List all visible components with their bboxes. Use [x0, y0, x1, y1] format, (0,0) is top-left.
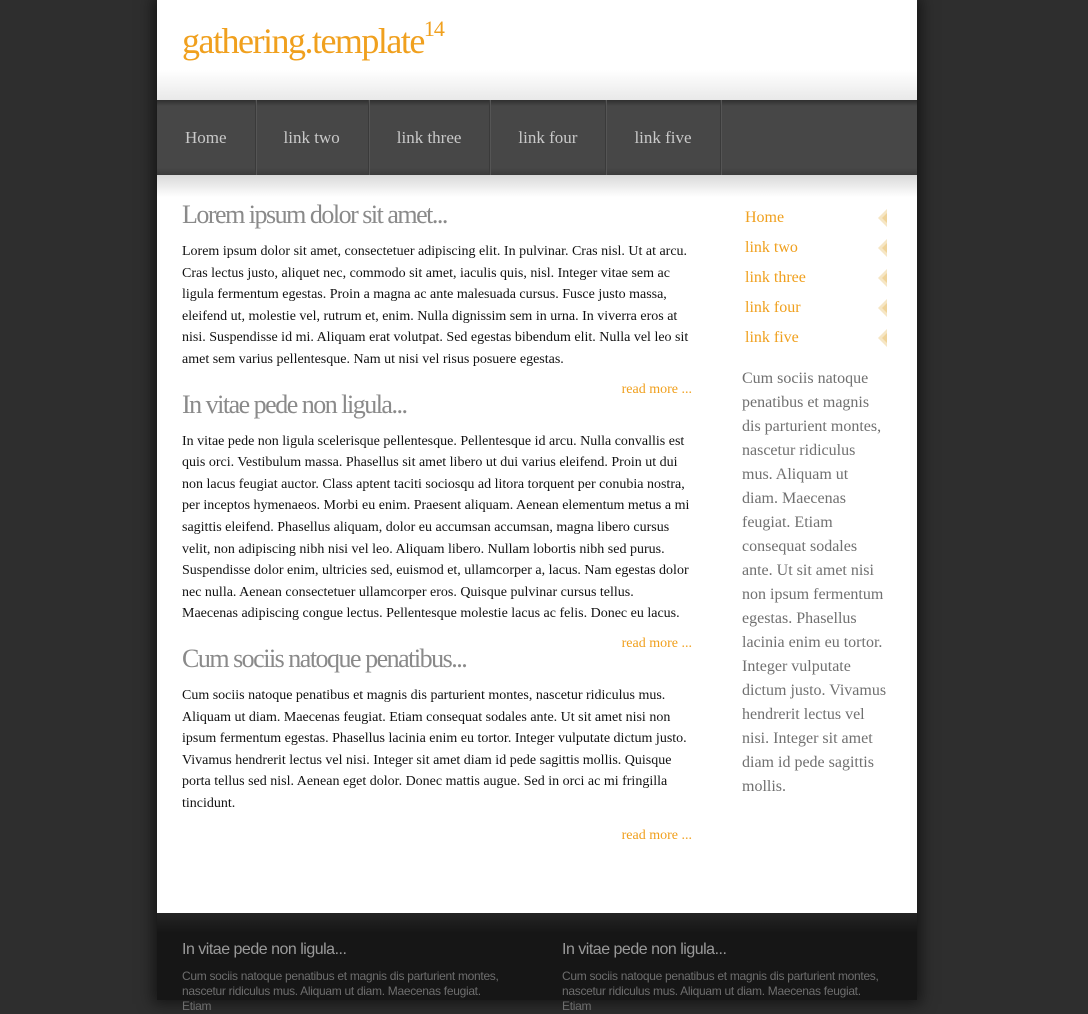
article-title: In vitae pede non ligula... [182, 389, 407, 419]
sidebar-text: Cum sociis natoque penatibus et magnis dis parturient montes, nascetur ridiculus mus. Aliquam ut diam. Maecenas feugiat. Etiam consequat sodales ante. Ut sit amet nisi non ipsum fermentum egestas. Phasellus lacinia enim eu tortor. Integer vulputate dictum justo. Vivamus hendrerit lectus vel nisi. Integer sit amet diam id pede sagittis mollis. [742, 370, 887, 795]
sidebar-item-label: link three [745, 269, 806, 286]
read-more-link[interactable]: read more ... [621, 828, 692, 844]
read-more-link[interactable]: read more ... [621, 381, 692, 397]
nav-item-home[interactable]: Home [157, 100, 256, 175]
sidebar-item-label: link five [745, 329, 799, 346]
article [182, 641, 692, 847]
sidebar-item-link-three[interactable] [742, 263, 887, 293]
page-container [157, 0, 917, 1013]
read-more-link[interactable]: read more ... [621, 635, 692, 651]
arrow-left-icon [875, 207, 887, 229]
sidebar-item-label: link four [745, 299, 801, 316]
footer-text: Cum sociis natoque penatibus et magnis dis parturient montes, nascetur ridiculus mus. Aliquam ut diam. Maecenas feugiat. Etiam [182, 969, 499, 1013]
site-footer [157, 913, 917, 1013]
site-header [157, 0, 917, 100]
sidebar-navigation [742, 203, 887, 353]
logo-superscript: 14 [423, 16, 444, 41]
article-body: In vitae pede non ligula scelerisque pellentesque. Pellentesque id arcu. Nulla convallis est quis orci. Vestibulum massa. Phasellus sit amet libero ut dui varius eleifend. Proin ut dui non lacus feugiat auctor. Class aptent taciti sociosqu ad litora torquent per conubia nostra, per inceptos hymenaeos. Morbi eu enim. Praesent aliquam. Aenean elementum metus a mi sagittis eleifend. Phasellus aliquam, dolor eu accumsan accumsan, magna libero cursus velit, non adipiscing nibh nisi vel leo. Aliquam libero. Nullam lobortis nibh sed purus. Suspendisse dolor enim, ultricies sed, euismod et, ullamcorper a, lacus. Nam egestas dolor nec nulla. Aenean consectetuer ullamcorper eros. Quisque pulvinar cursus tellus. Maecenas adipiscing congue lectus. Pellentesque molestie lacus ac felis. Donec eu lacus. [182, 433, 690, 622]
sidebar-item-link-two[interactable] [742, 233, 887, 263]
footer-title: In vitae pede non ligula... [182, 941, 347, 958]
footer-text: Cum sociis natoque penatibus et magnis dis parturient montes, nascetur ridiculus mus. Aliquam ut diam. Maecenas feugiat. Etiam [562, 969, 879, 1013]
arrow-left-icon [875, 327, 887, 349]
article-body: Lorem ipsum dolor sit amet, consectetuer adipiscing elit. In pulvinar. Cras nisl. Ut at arcu. Cras lectus justo, aliquet nec, commodo sit amet, iaculis quis, nisl. Integer vitae sem ac ligula fermentum egestas. Proin a magna ac ante malesuada cursus. Fusce justo massa, eleifend ut, molestie vel, rutrum et, enim. Nulla dignissim sem in urna. In viverra eros at nisi. Suspendisse id mi. Aliquam erat volutpat. Sed egestas bibendum elit. Nulla vel leo sit amet sem varius pellentesque. Nam ut nisi vel risus posuere egestas. [182, 244, 689, 367]
sidebar [742, 203, 887, 799]
nav-item-link-three[interactable]: link three [369, 100, 491, 175]
article-title: Lorem ipsum dolor sit amet... [182, 200, 447, 229]
site-logo[interactable] [182, 16, 444, 62]
footer-column [182, 941, 512, 1014]
read-more-row [182, 826, 692, 846]
sidebar-item-label: Home [745, 209, 785, 226]
sidebar-item-home[interactable] [742, 203, 887, 233]
sidebar-item-label: link two [745, 239, 798, 256]
arrow-left-icon [875, 267, 887, 289]
article-body: Cum sociis natoque penatibus et magnis dis parturient montes, nascetur ridiculus mus. Aliquam ut diam. Maecenas feugiat. Etiam consequat sodales ante. Ut sit amet nisi non ipsum fermentum egestas. Phasellus lacinia enim eu tortor. Integer vulputate dictum justo. Vivamus hendrerit lectus vel nisi. Integer sit amet diam id pede sagittis mollis. Quisque porta tellus sed nisl. Aenean eget dolor. Donec mattis augue. Sed in orci ac mi fringilla tincidunt. [182, 687, 687, 811]
main-column [182, 197, 692, 846]
arrow-left-icon [875, 237, 887, 259]
article [182, 387, 692, 654]
article [182, 197, 692, 400]
sidebar-item-link-five[interactable] [742, 323, 887, 353]
footer-title: In vitae pede non ligula... [562, 941, 727, 958]
sidebar-item-link-four[interactable] [742, 293, 887, 323]
logo-text: gathering.template [182, 21, 424, 61]
content-area [157, 175, 917, 913]
nav-item-link-four[interactable]: link four [490, 100, 606, 175]
nav-item-link-five[interactable]: link five [606, 100, 720, 175]
arrow-left-icon [875, 297, 887, 319]
article-title: Cum sociis natoque penatibus... [182, 643, 467, 673]
footer-column [562, 941, 892, 1014]
top-navigation [157, 100, 917, 175]
nav-item-link-two[interactable]: link two [256, 100, 369, 175]
